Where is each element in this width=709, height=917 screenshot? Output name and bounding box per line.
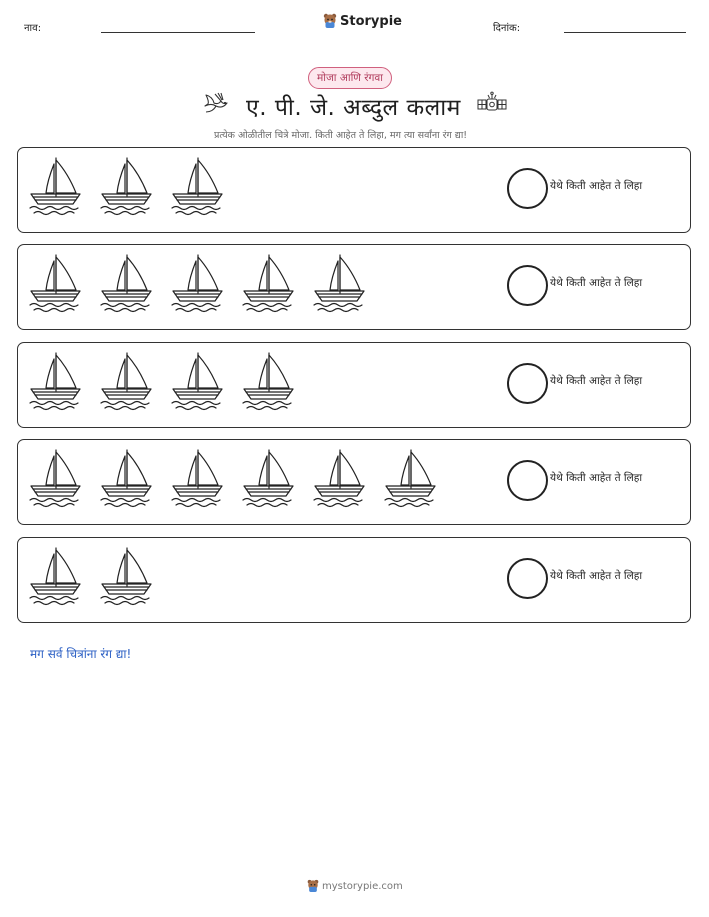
sailboat-icon xyxy=(170,351,225,413)
sailboat-icon xyxy=(241,448,296,510)
sailboat-icon xyxy=(170,448,225,510)
boat-group xyxy=(28,253,367,317)
count-row xyxy=(17,244,691,330)
sailboat-icon xyxy=(28,546,83,608)
sailboat-icon xyxy=(99,156,154,218)
sailboat-icon xyxy=(28,351,83,413)
brand-logo xyxy=(323,13,402,29)
sailboat-icon xyxy=(241,351,296,413)
write-count-label: येथे किती आहेत ते लिहा xyxy=(550,570,643,582)
count-row xyxy=(17,537,691,623)
sailboat-icon xyxy=(28,253,83,315)
answer-circle[interactable] xyxy=(507,168,548,209)
count-row xyxy=(17,147,691,233)
sailboat-icon xyxy=(28,156,83,218)
sailboat-icon xyxy=(170,253,225,315)
activity-tag: मोजा आणि रंगवा xyxy=(308,67,392,89)
sailboat-icon xyxy=(170,156,225,218)
sailboat-icon xyxy=(99,546,154,608)
sailboat-icon xyxy=(312,448,367,510)
count-row xyxy=(17,342,691,428)
brand-name: Storypie xyxy=(340,13,402,29)
name-label: नाव: xyxy=(24,23,42,34)
write-count-label: येथे किती आहेत ते लिहा xyxy=(550,277,643,289)
date-label: दिनांक: xyxy=(493,23,521,34)
satellite-icon xyxy=(476,91,508,117)
boat-group xyxy=(28,546,154,610)
color-all-note: मग सर्व चित्रांना रंग द्या! xyxy=(30,647,132,661)
boat-group xyxy=(28,351,296,415)
instruction-text: प्रत्येक ओळीतील चित्रे मोजा. किती आहेत ते लिहा, मग त्या सर्वांना रंग द्या! xyxy=(214,130,468,141)
boat-group xyxy=(28,448,438,512)
name-field-line[interactable] xyxy=(101,32,255,33)
sailboat-icon xyxy=(28,448,83,510)
answer-circle[interactable] xyxy=(507,460,548,501)
footer-site-url: mystorypie.com xyxy=(322,880,403,892)
page-title: ए. पी. जे. अब्दुल कलाम xyxy=(246,95,461,121)
sailboat-icon xyxy=(99,253,154,315)
footer-brand xyxy=(307,879,403,893)
answer-circle[interactable] xyxy=(507,363,548,404)
answer-circle[interactable] xyxy=(507,558,548,599)
sailboat-icon xyxy=(99,448,154,510)
date-field-line[interactable] xyxy=(564,32,686,33)
boat-group xyxy=(28,156,225,220)
write-count-label: येथे किती आहेत ते लिहा xyxy=(550,375,643,387)
count-row xyxy=(17,439,691,525)
sailboat-icon xyxy=(312,253,367,315)
bear-mascot-icon xyxy=(323,13,337,29)
bear-mascot-icon xyxy=(307,879,319,893)
write-count-label: येथे किती आहेत ते लिहा xyxy=(550,472,643,484)
dove-icon xyxy=(201,91,231,117)
sailboat-icon xyxy=(99,351,154,413)
write-count-label: येथे किती आहेत ते लिहा xyxy=(550,180,643,192)
sailboat-icon xyxy=(383,448,438,510)
answer-circle[interactable] xyxy=(507,265,548,306)
sailboat-icon xyxy=(241,253,296,315)
